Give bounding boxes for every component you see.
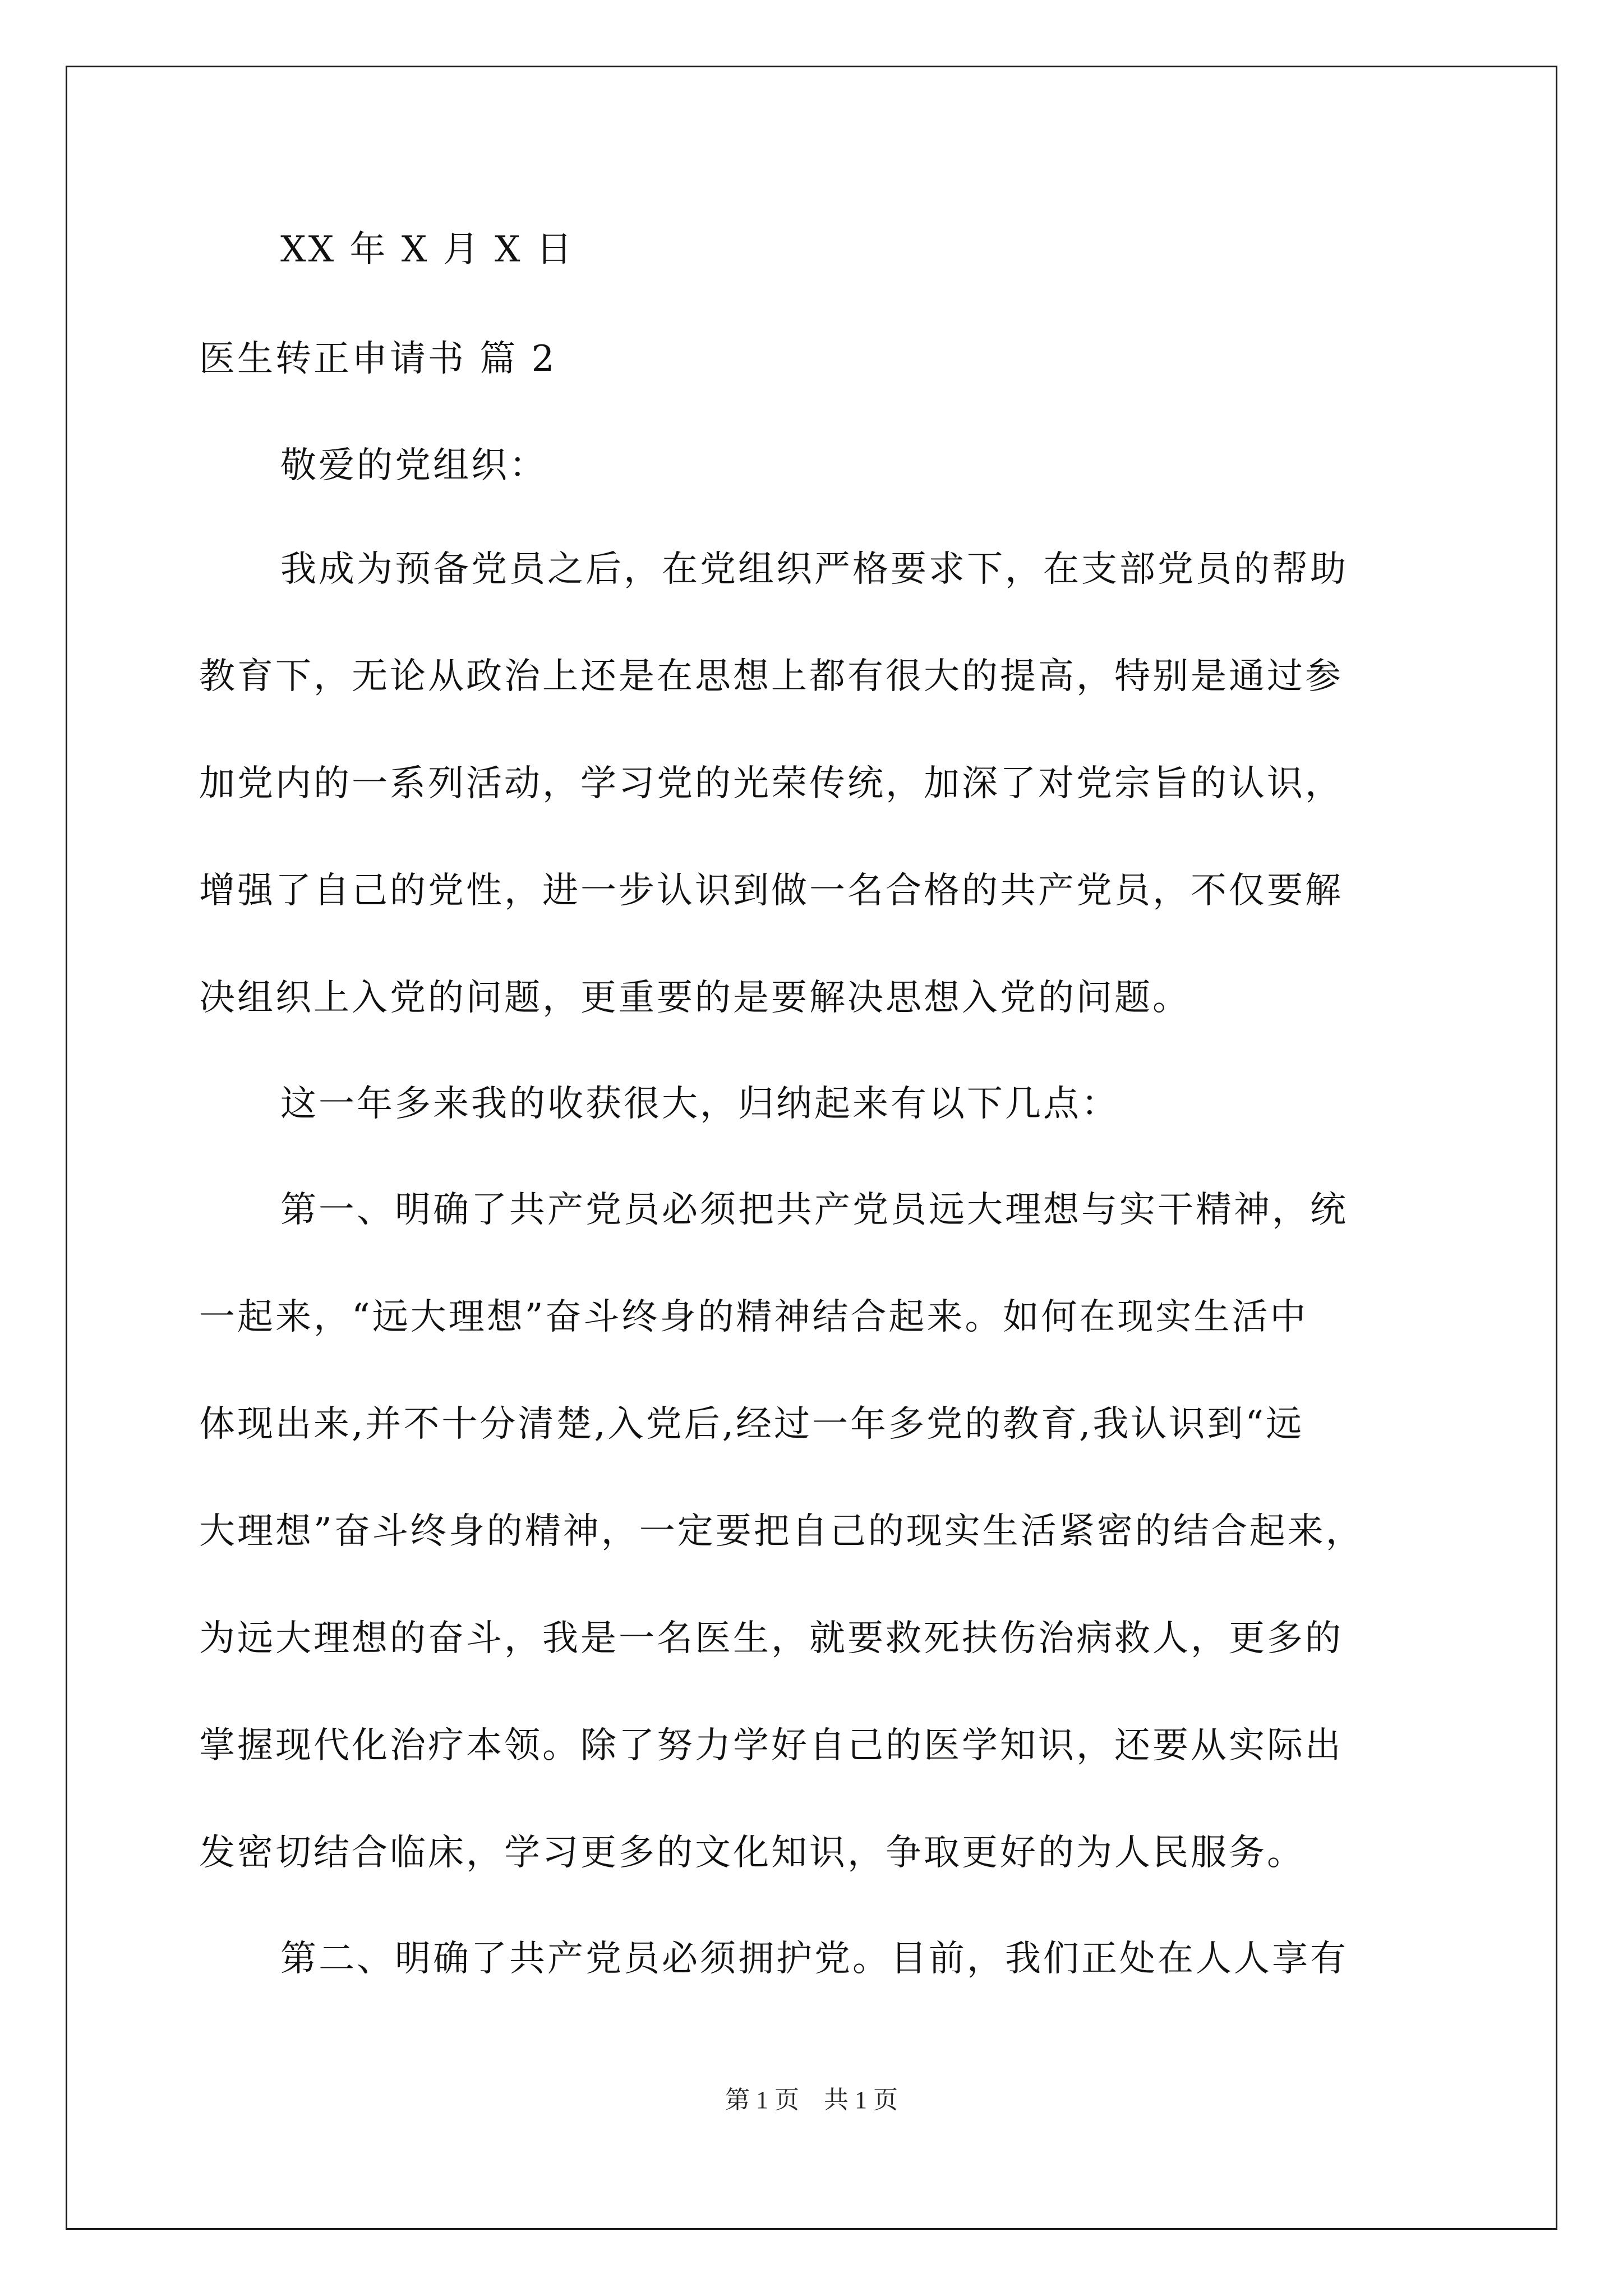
page-footer: 第 1 页 共 1 页 xyxy=(725,2086,898,2114)
date-line: XX 年 X 月 X 日 xyxy=(280,229,574,270)
page-border xyxy=(66,66,1557,2230)
body-line: 大理想”奋斗终身的精神，一定要把自己的现实生活紧密的结合起来， xyxy=(199,1511,1364,1552)
body-line: 第一、明确了共产党员必须把共产党员远大理想与实干精神，统 xyxy=(280,1189,1348,1231)
body-line: 加党内的一系列活动，学习党的光荣传统，加深了对党宗旨的认识， xyxy=(199,763,1343,804)
body-line: 这一年多来我的收获很大，归纳起来有以下几点： xyxy=(280,1083,1119,1125)
body-line: 为远大理想的奋斗，我是一名医生，就要救死扶伤治病救人，更多的 xyxy=(199,1618,1343,1659)
body-line: 决组织上入党的问题，更重要的是要解决思想入党的问题。 xyxy=(199,977,1191,1019)
body-line: 体现出来,并不十分清楚,入党后,经过一年多党的教育,我认识到“远 xyxy=(199,1404,1304,1445)
body-line: 第二、明确了共产党员必须拥护党。目前，我们正处在人人享有 xyxy=(280,1938,1348,1980)
section-title: 医生转正申请书 篇 2 xyxy=(199,338,557,380)
body-line: 一起来，“远大理想”奋斗终身的精神结合起来。如何在现实生活中 xyxy=(199,1296,1308,1338)
body-line: 掌握现代化治疗本领。除了努力学好自己的医学知识，还要从实际出 xyxy=(199,1725,1343,1766)
body-line: 我成为预备党员之后，在党组织严格要求下，在支部党员的帮助 xyxy=(280,549,1348,590)
salutation: 敬爱的党组织： xyxy=(280,445,547,486)
body-line: 发密切结合临床，学习更多的文化知识，争取更好的为人民服务。 xyxy=(199,1832,1305,1874)
body-line: 教育下，无论从政治上还是在思想上都有很大的提高，特别是通过参 xyxy=(199,656,1343,697)
body-line: 增强了自己的党性，进一步认识到做一名合格的共产党员，不仅要解 xyxy=(199,870,1343,912)
